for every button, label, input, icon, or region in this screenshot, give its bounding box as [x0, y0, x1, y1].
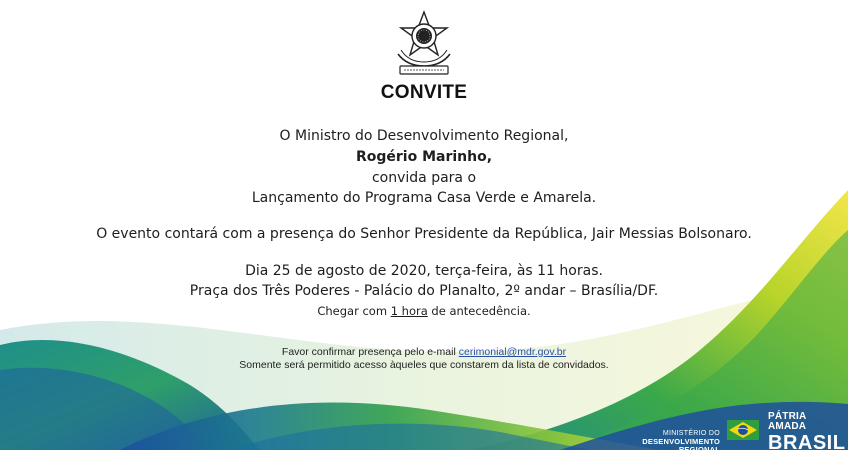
rsvp-prefix: Favor confirmar presença pelo e-mail: [281, 346, 459, 358]
rsvp-line: [0, 346, 848, 358]
minister-name: Rogério Marinho,: [355, 149, 493, 165]
gov-line-3: GOVERNO FEDERAL: [768, 453, 844, 459]
presence-statement: O evento contará com a presença do Senhor Presidente da República, Jair Messias Bolsonaro.: [96, 226, 752, 242]
arrival-time: 1 hora: [390, 304, 428, 318]
arrival-suffix: de antecedência.: [427, 304, 531, 318]
gov-line-2: BRASIL: [768, 432, 846, 454]
arrival-prefix: Chegar com: [317, 304, 391, 318]
invitation-line-invites: convida para o: [371, 170, 477, 186]
event-location: Praça dos Três Poderes - Palácio do Planalto, 2º andar – Brasília/DF.: [189, 283, 659, 299]
event-name: Lançamento do Programa Casa Verde e Amarela.: [251, 190, 597, 206]
rsvp-email-link[interactable]: cerimonial@mdr.gov.br: [458, 346, 567, 358]
brazil-coat-of-arms-icon: [392, 10, 456, 78]
event-date: Dia 25 de agosto de 2020, terça-feira, às 11 horas.: [245, 263, 603, 279]
patria-amada-brasil-flag-icon: [726, 414, 760, 446]
arrival-instructions: [0, 304, 848, 318]
ministry-logo-text: [600, 430, 720, 453]
ministry-line-2: DESENVOLVIMENTO REGIONAL: [642, 437, 720, 454]
guest-list-notice: Somente será permitido acesso àqueles que constarem da lista de convidados.: [239, 359, 609, 371]
invitation-line-minister: O Ministro do Desenvolvimento Regional,: [279, 128, 569, 144]
page-title: CONVITE: [380, 82, 468, 103]
ministry-line-1: MINISTÉRIO DO: [662, 430, 720, 437]
government-logo-text: [768, 412, 844, 460]
gov-line-1: PÁTRIA AMADA: [768, 411, 807, 432]
